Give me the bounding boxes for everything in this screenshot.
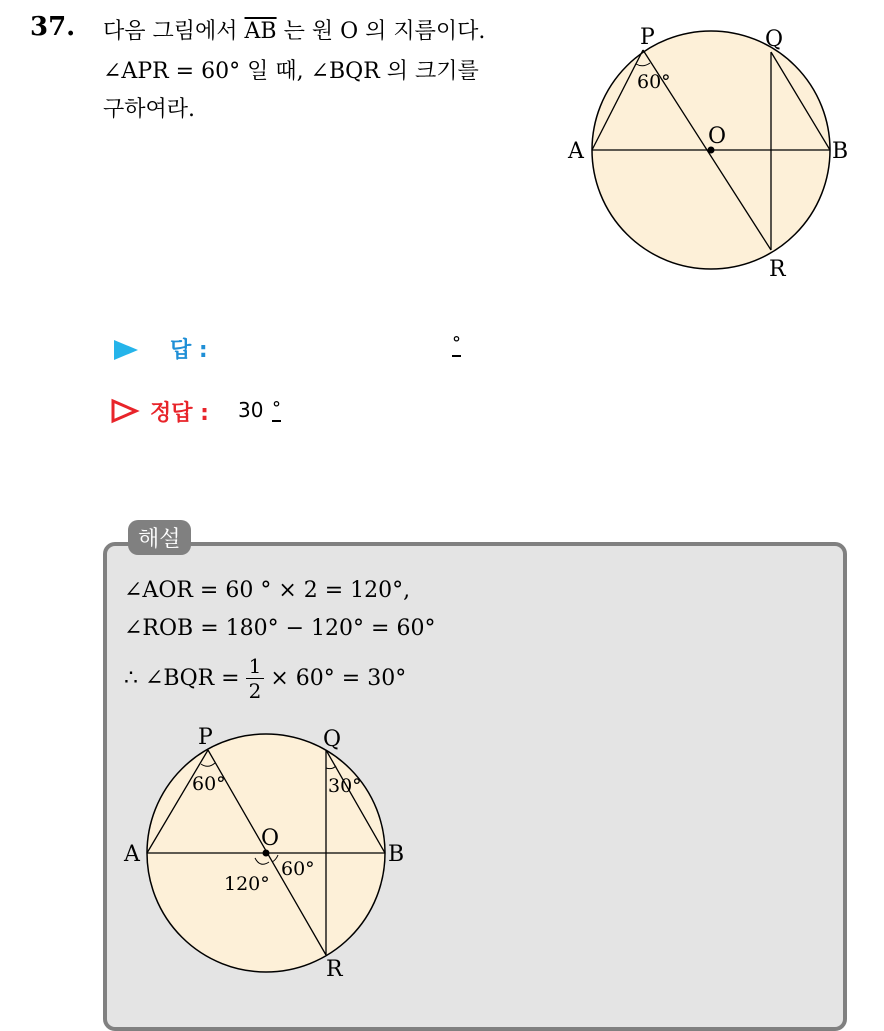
fraction-denominator: 2 — [248, 679, 262, 703]
label-q-2: Q — [323, 727, 342, 752]
solution-line-3-post: × 60° = 30° — [270, 666, 407, 691]
figure-2 — [118, 718, 428, 988]
label-o: O — [708, 124, 727, 149]
angle-label-q-2: 30° — [328, 775, 362, 797]
answer-label: 답 : — [170, 338, 208, 363]
answer-arrow-icon — [112, 338, 140, 362]
angle-label-p-2: 60° — [192, 773, 226, 795]
label-a: A — [568, 139, 584, 164]
fraction-numerator: 1 — [246, 654, 265, 679]
solution-line-3 — [124, 654, 406, 703]
label-r-2: R — [326, 957, 343, 982]
correct-label: 정답 : — [150, 401, 209, 426]
label-a-2: A — [124, 842, 140, 867]
question-line-1 — [103, 14, 485, 45]
segment-ab: $\overline{AB}$ — [244, 19, 277, 44]
solution-tab: 해설 — [128, 520, 191, 555]
label-r: R — [769, 257, 786, 282]
solution-line-2: ∠ROB = 180° − 120° = 60° — [124, 616, 436, 641]
question-number: 37. — [30, 12, 76, 42]
correct-value: 30 — [238, 398, 264, 422]
angle-label-rob: 60° — [281, 858, 315, 880]
fraction-half — [246, 654, 265, 703]
question-line-1-pre: 다음 그림에서 — [103, 19, 238, 44]
correct-unit: ° — [272, 398, 281, 422]
correct-arrow-icon — [110, 398, 140, 424]
label-b: B — [832, 139, 849, 164]
question-line-1-post: 는 원 O 의 지름이다. — [283, 19, 486, 44]
label-p-2: P — [198, 725, 213, 750]
angle-label-aor: 120° — [224, 873, 270, 895]
question-line-3: 구하여라. — [103, 97, 196, 122]
angle-label-p: 60° — [637, 71, 671, 93]
label-o-2: O — [261, 826, 280, 851]
label-p: P — [640, 25, 655, 50]
solution-line-3-pre: ∴ ∠BQR = — [124, 666, 240, 691]
question-line-2: ∠APR = 60° 일 때, ∠BQR 의 크기를 — [103, 59, 479, 84]
label-q: Q — [765, 27, 784, 52]
figure-1 — [560, 18, 860, 288]
solution-line-1: ∠AOR = 60 ° × 2 = 120°, — [124, 578, 411, 603]
label-b-2: B — [388, 842, 405, 867]
answer-unit: ° — [452, 333, 461, 357]
